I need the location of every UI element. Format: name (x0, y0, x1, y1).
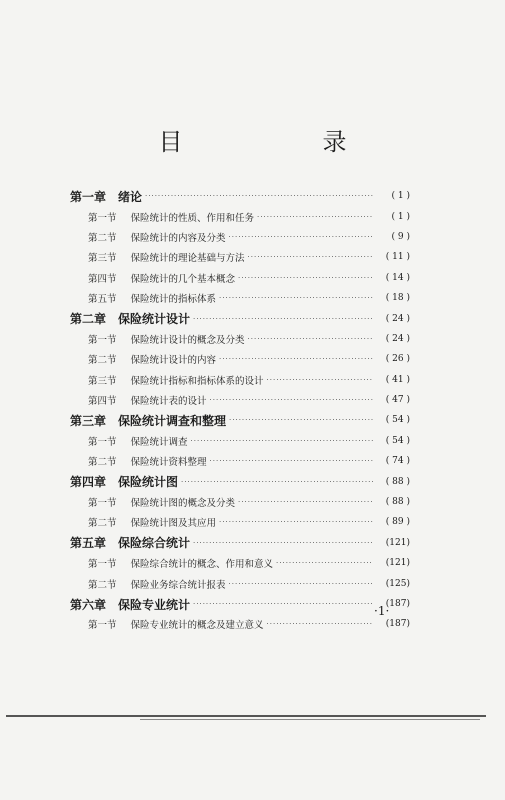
dot-leader (193, 539, 373, 547)
dot-leader (229, 416, 373, 424)
toc-entry-title: 保险专业统计 (118, 597, 191, 612)
toc-entry-page: ( 89 ) (385, 517, 410, 528)
toc-entry-title: 保险综合统计的概念、作用和意义 (130, 559, 274, 571)
toc-entry-number: 第一节 (88, 620, 117, 632)
toc-entry-number: 第一节 (88, 212, 117, 224)
toc-entry-title: 保险综合统计 (118, 536, 191, 551)
dot-leader (219, 294, 373, 302)
dot-leader (257, 213, 373, 221)
toc-entry-title: 保险统计表的设计 (130, 396, 207, 408)
toc-entry-title: 绪论 (118, 189, 143, 204)
toc-entry-page: ( 9 ) (391, 231, 410, 242)
dot-leader (248, 253, 373, 261)
toc-section-row (70, 512, 410, 532)
page-title: 目 录 (158, 128, 405, 156)
toc-entry-number: 第五章 (70, 536, 107, 551)
toc-chapter-row (70, 471, 410, 491)
toc-entry-number: 第四节 (88, 273, 117, 285)
dot-leader (219, 355, 373, 363)
dot-leader (267, 620, 373, 628)
toc-entry-title: 保险统计的性质、作用和任务 (130, 212, 255, 224)
toc-section-row (70, 268, 410, 288)
toc-entry-number: 第四章 (70, 475, 107, 490)
toc-entry-page: ( 54 ) (385, 415, 410, 426)
toc-entry-page: ( 24 ) (385, 333, 410, 344)
toc-entry-title: 保险统计资料整理 (130, 457, 207, 469)
toc-entry-page: ( 88 ) (385, 497, 410, 508)
toc-entry-number: 第三节 (88, 375, 117, 387)
toc-entry-title: 保险统计的几个基本概念 (130, 273, 236, 285)
toc-entry-page: ( 74 ) (385, 456, 410, 467)
toc-entry-number: 第六章 (70, 597, 107, 612)
toc-section-row (70, 451, 410, 471)
toc-entry-page: ( 26 ) (385, 354, 410, 365)
toc-entry-page: ( 18 ) (385, 293, 410, 304)
table-of-contents (70, 186, 410, 635)
toc-chapter-row (70, 594, 410, 614)
dot-leader (193, 315, 373, 323)
toc-section-row (70, 370, 410, 390)
toc-entry-title: 保险业务综合统计报表 (130, 579, 226, 591)
toc-entry-title: 保险统计调查和整理 (118, 413, 227, 428)
toc-entry-number: 第二节 (88, 355, 117, 367)
toc-entry-page: ( 47 ) (385, 395, 410, 406)
toc-entry-page: (121) (385, 558, 410, 569)
toc-section-row (70, 492, 410, 512)
toc-chapter-row (70, 308, 410, 328)
toc-entry-page: (121) (385, 537, 410, 548)
toc-entry-title: 保险统计调查 (130, 436, 188, 448)
toc-section-row (70, 349, 410, 369)
dot-leader (229, 233, 373, 241)
toc-section-row (70, 614, 410, 634)
page-number: ·1· (374, 604, 390, 618)
toc-entry-number: 第二节 (88, 232, 117, 244)
toc-entry-page: ( 11 ) (385, 252, 410, 263)
dot-leader (145, 192, 373, 200)
toc-section-row (70, 288, 410, 308)
toc-entry-number: 第二节 (88, 579, 117, 591)
toc-entry-title: 保险统计图的概念及分类 (130, 498, 236, 510)
toc-section-row (70, 329, 410, 349)
toc-entry-number: 第三章 (70, 413, 107, 428)
toc-entry-number: 第二节 (88, 457, 117, 469)
toc-section-row (70, 206, 410, 226)
toc-entry-number: 第二节 (88, 518, 117, 530)
toc-entry-page: ( 24 ) (385, 313, 410, 324)
toc-section-row (70, 247, 410, 267)
toc-section-row (70, 553, 410, 573)
toc-section-row (70, 390, 410, 410)
dot-leader (219, 518, 373, 526)
toc-entry-number: 第一节 (88, 559, 117, 571)
toc-entry-page: ( 1 ) (391, 211, 410, 222)
dot-leader (276, 559, 373, 567)
toc-entry-title: 保险统计指标和指标体系的设计 (130, 375, 264, 387)
toc-entry-number: 第一章 (70, 189, 107, 204)
toc-section-row (70, 431, 410, 451)
toc-entry-page: ( 54 ) (385, 435, 410, 446)
toc-entry-title: 保险统计的理论基础与方法 (130, 253, 245, 265)
toc-entry-number: 第三节 (88, 253, 117, 265)
toc-entry-title: 保险专业统计的概念及建立意义 (130, 620, 264, 632)
toc-entry-page: ( 14 ) (385, 272, 410, 283)
bottom-rule (6, 715, 486, 717)
toc-entry-title: 保险统计设计 (118, 312, 191, 327)
toc-entry-page: ( 88 ) (385, 476, 410, 487)
bottom-rule-secondary (140, 719, 480, 720)
toc-section-row (70, 573, 410, 593)
dot-leader (229, 580, 373, 588)
dot-leader (238, 274, 373, 282)
toc-chapter-row (70, 533, 410, 553)
dot-leader (210, 457, 373, 465)
toc-entry-title: 保险统计图及其应用 (130, 518, 217, 530)
toc-entry-number: 第一节 (88, 498, 117, 510)
toc-entry-title: 保险统计图 (118, 475, 179, 490)
dot-leader (267, 376, 373, 384)
toc-entry-number: 第四节 (88, 396, 117, 408)
toc-entry-page: (187) (385, 619, 410, 630)
toc-chapter-row (70, 410, 410, 430)
toc-entry-title: 保险统计设计的内容 (130, 355, 217, 367)
toc-entry-number: 第五节 (88, 294, 117, 306)
toc-entry-number: 第二章 (70, 312, 107, 327)
toc-entry-page: ( 1 ) (391, 191, 410, 202)
dot-leader (181, 478, 373, 486)
toc-entry-page: (187) (385, 599, 410, 609)
toc-entry-number: 第一节 (88, 334, 117, 346)
dot-leader (238, 498, 373, 506)
dot-leader (193, 600, 373, 608)
toc-entry-title: 保险统计的指标体系 (130, 294, 217, 306)
dot-leader (248, 335, 373, 343)
toc-entry-number: 第一节 (88, 436, 117, 448)
toc-entry-page: (125) (385, 578, 410, 589)
toc-entry-page: ( 41 ) (385, 374, 410, 385)
toc-chapter-row (70, 186, 410, 206)
toc-entry-title: 保险统计的内容及分类 (130, 232, 226, 244)
dot-leader (210, 396, 373, 404)
toc-section-row (70, 227, 410, 247)
toc-entry-title: 保险统计设计的概念及分类 (130, 334, 245, 346)
dot-leader (191, 437, 373, 445)
